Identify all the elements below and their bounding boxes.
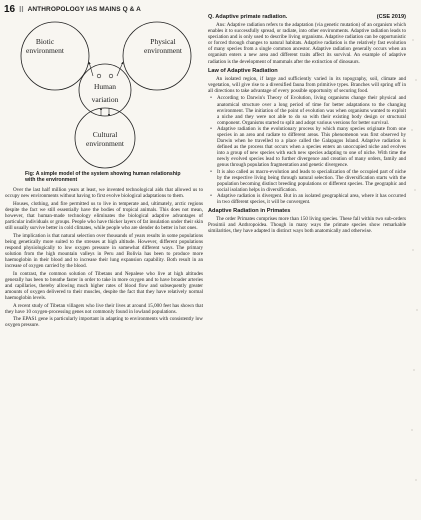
left-paragraph: A recent study of Tibetan villagers who live their lives at around 15,000 feet has shown that they have 10 oxygen-processing genes not commonly found in lowland populations. — [5, 302, 203, 315]
question-title: Q. Adaptive primate radiation. — [208, 14, 288, 20]
primates-paragraph: The order Primates comprises more than 150 living species. These fall within two sub-orders Prosimii and Anthropoidea. Though in many ways the primate species show remarkable similarities, they have adapted in distinct ways both anatomically and otherwise. — [208, 216, 406, 235]
bullet-text: Adaptive radiation is the evolutionary process by which many species originate from one species in an area and radiate to different areas. This phenomenon was first observed by Darwin when he travelled to a place called the Galapagos Island. Adaptive radiation is defined as the process that occurs when a species enters an unoccupied niche and evolves into a group of new species with each new species adapting to one of niche. With time the newly evolved species lead to further divergence and creation of many orders, family and genus through population fragmentation and genetic divergence. — [217, 125, 406, 169]
bullet-item — [208, 193, 406, 205]
bullet-item — [208, 169, 406, 193]
law-heading: Law of Adaptive Radiation — [208, 67, 278, 74]
page-number: 16 — [4, 3, 16, 15]
figure-caption: Fig: A simple model of the system showing human relationship with the environment — [25, 171, 181, 183]
running-title: ANTHROPOLOGY IAS MAINS Q & A — [27, 5, 141, 13]
small-circle-left — [97, 74, 101, 78]
physical-label-line2: environment — [144, 46, 182, 55]
system-model-figure — [5, 14, 203, 170]
bullet-icon: • — [210, 192, 212, 199]
question-source: (CSE 2019) — [376, 14, 406, 20]
bullet-text: According to Darwin's Theory of Evolution, living organisms change their physical and anatomical structure over a long period of time for better adaptations to the changing environment. The initiation of the point of evolution was when organisms wanted to exploit a niche and they were not able to do so with their existing body design or structural component. Organisms started to split and adopt various versions for better survival. — [217, 95, 406, 126]
arrow-human-physical — [117, 62, 123, 76]
bullet-text: It is also called as macro-evolution and leads to specialization of the occupied part of niche by the respective living being through natural selection. The diversification starts with the population becoming distinct breeding populations or different species. The geographic and social isolation helps in diversification. — [217, 168, 406, 193]
system-model-diagram — [5, 14, 203, 170]
bullet-text: Adaptive radiation is divergent. But in an isolated geographical area, where it has occurred in two different species, it will be convergent. — [217, 192, 406, 206]
physical-circle — [123, 22, 191, 90]
bullet-item — [208, 95, 406, 125]
left-paragraph: Houses, clothing, and fire permitted us to live in temperate and, ultimately, arctic regions despite the fact we still essentially have the bodies of tropical animals. This does not mean, however, that human-made technology eliminates the biological adaptive advantages of particular individuals or groups. People who have thicker layers of fat insulation under their skin still usually survive better in cold climates, while people who are slender do better in hot ones. — [5, 200, 203, 232]
biotic-label-line1: Biotic — [35, 37, 55, 46]
primates-heading: Adaptive Radiation in Primates — [208, 208, 291, 215]
small-circle-right — [109, 74, 113, 78]
left-paragraph: In contrast, the common solution of Tibetans and Nepalese who live at high altitudes generally has been to breathe faster in order to take in more oxygen and to have broader arteries and capillaries, thereby allowing much higher rates of blood flow and subsequently greater amounts of oxygen delivered to their muscles, despite the fact that they have relatively normal haemoglobin levels. — [5, 270, 203, 302]
bullet-icon: • — [210, 95, 212, 102]
cultural-label-line2: environment — [86, 139, 124, 148]
bullet-item — [208, 126, 406, 169]
biotic-label-line2: environment — [26, 46, 64, 55]
cultural-label-line1: Cultural — [92, 130, 118, 139]
biotic-circle — [21, 22, 89, 90]
left-paragraph: Over the last half million years at least, we invented technological aids that allowed us to occupy new environments without having to first evolve biological adaptations to them. — [5, 187, 203, 200]
human-label-line1: Human — [93, 82, 117, 91]
human-label-line2: variation — [91, 95, 119, 104]
left-paragraph: The implication is that natural selection over thousands of years results in some populations being genetically more suited to the stresses at high altitude. However, different populations respond physiologically to low oxygen pressure in somewhat different ways. The primary solution from the high mountain valleys in Peru and Bolivia has been to produce more haemoglobin in their blood and to increase their lung expansion capability. Both result in an increase of oxygen carried by the blood. — [5, 232, 203, 270]
margin-decoration — [410, 20, 420, 500]
question-heading — [208, 14, 406, 21]
bullet-icon: • — [210, 125, 212, 132]
left-paragraph: The EPAS1 gene is particularly important in adapting to environments with consistently low oxygen pressure. — [5, 316, 203, 329]
physical-label-line1: Physical — [150, 37, 176, 46]
law-intro: An isolated region, if large and sufficiently varied in its topography, soil, climate and vegetation, will give rise to a diversified fauna from primitive types. Branches will spring off in all directions to take advantage of every possible opportunity of securing food. — [208, 75, 406, 94]
header-separator: II — [19, 4, 24, 14]
left-column — [5, 14, 203, 514]
right-column — [208, 14, 406, 514]
answer-paragraph: Ans: Adaptive radiation refers to the adaptation (via genetic mutation) of an organism which enables it to successfully spread, or radiate, into other environments. Adaptive radiation leads to speciation and is only used to describe living organisms. Adaptive radiation can be opportunistic or forced through changes to natural habitats. Adaptive radiation is the relatively fast evolution of many species from a single common ancestor. Adaptive radiation generally occurs when an organism enters a new area and different traits affect its survival. An example of adaptive radiation is the development of mammals after the extinction of dinosaurs. — [208, 22, 406, 65]
bullet-icon: • — [210, 168, 212, 175]
